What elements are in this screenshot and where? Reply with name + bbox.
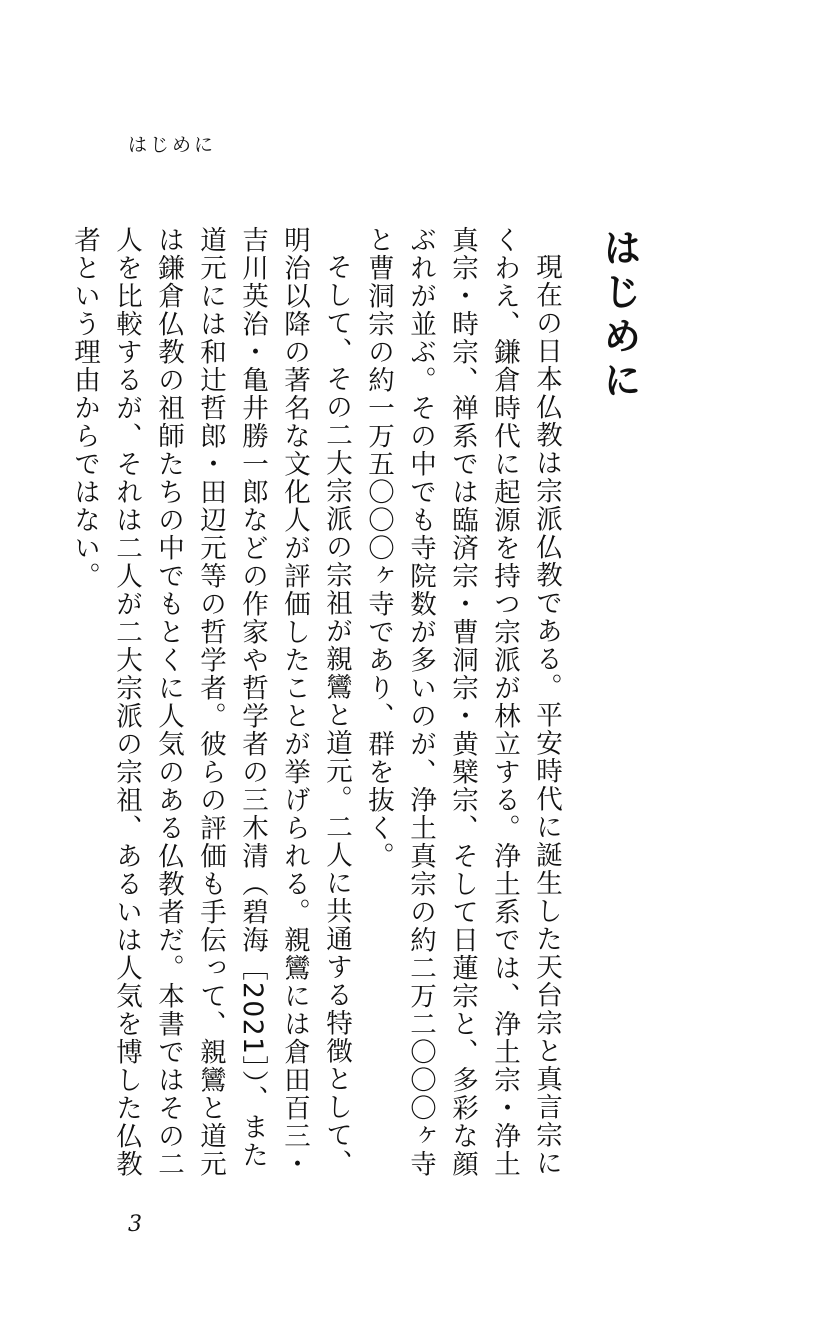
paragraph-2: そして、その二大宗派の宗祖が親鸞と道元。二人に共通する特徴として、明治以降の著名な文化人が評価したことが挙げられる。親鸞には倉田百三・吉川英治・亀井勝一郎などの作家や哲学者の三木清（碧海［2021］）、また道元には和辻哲郎・田辺元等の哲学者。彼らの評価も手伝って、親鸞と道元は鎌倉仏教の祖師たちの中でもとくに人気のある仏教者だ。本書ではその二人を比較するが、それは二人が二大宗派の宗祖、あるいは人気を博した仏教者という理由からではない。 [69,226,352,1178]
chapter-title: はじめに [597,228,641,404]
page-number: 3 [128,1212,142,1237]
running-head: はじめに [128,134,217,156]
paragraph-1: 現在の日本仏教は宗派仏教である。平安時代に誕生した天台宗と真言宗にくわえ、鎌倉時代に起源を持つ宗派が林立する。浄土系では、浄土宗・浄土真宗・時宗、禅系では臨済宗・曹洞宗・黄檗宗、そして日蓮宗と、多彩な顔ぶれが並ぶ。その中でも寺院数が多いのが、浄土真宗の約二万二〇〇〇ヶ寺と曹洞宗の約一万五〇〇〇ヶ寺であり、群を抜く。 [363,226,562,1178]
body-text [63,226,567,1196]
